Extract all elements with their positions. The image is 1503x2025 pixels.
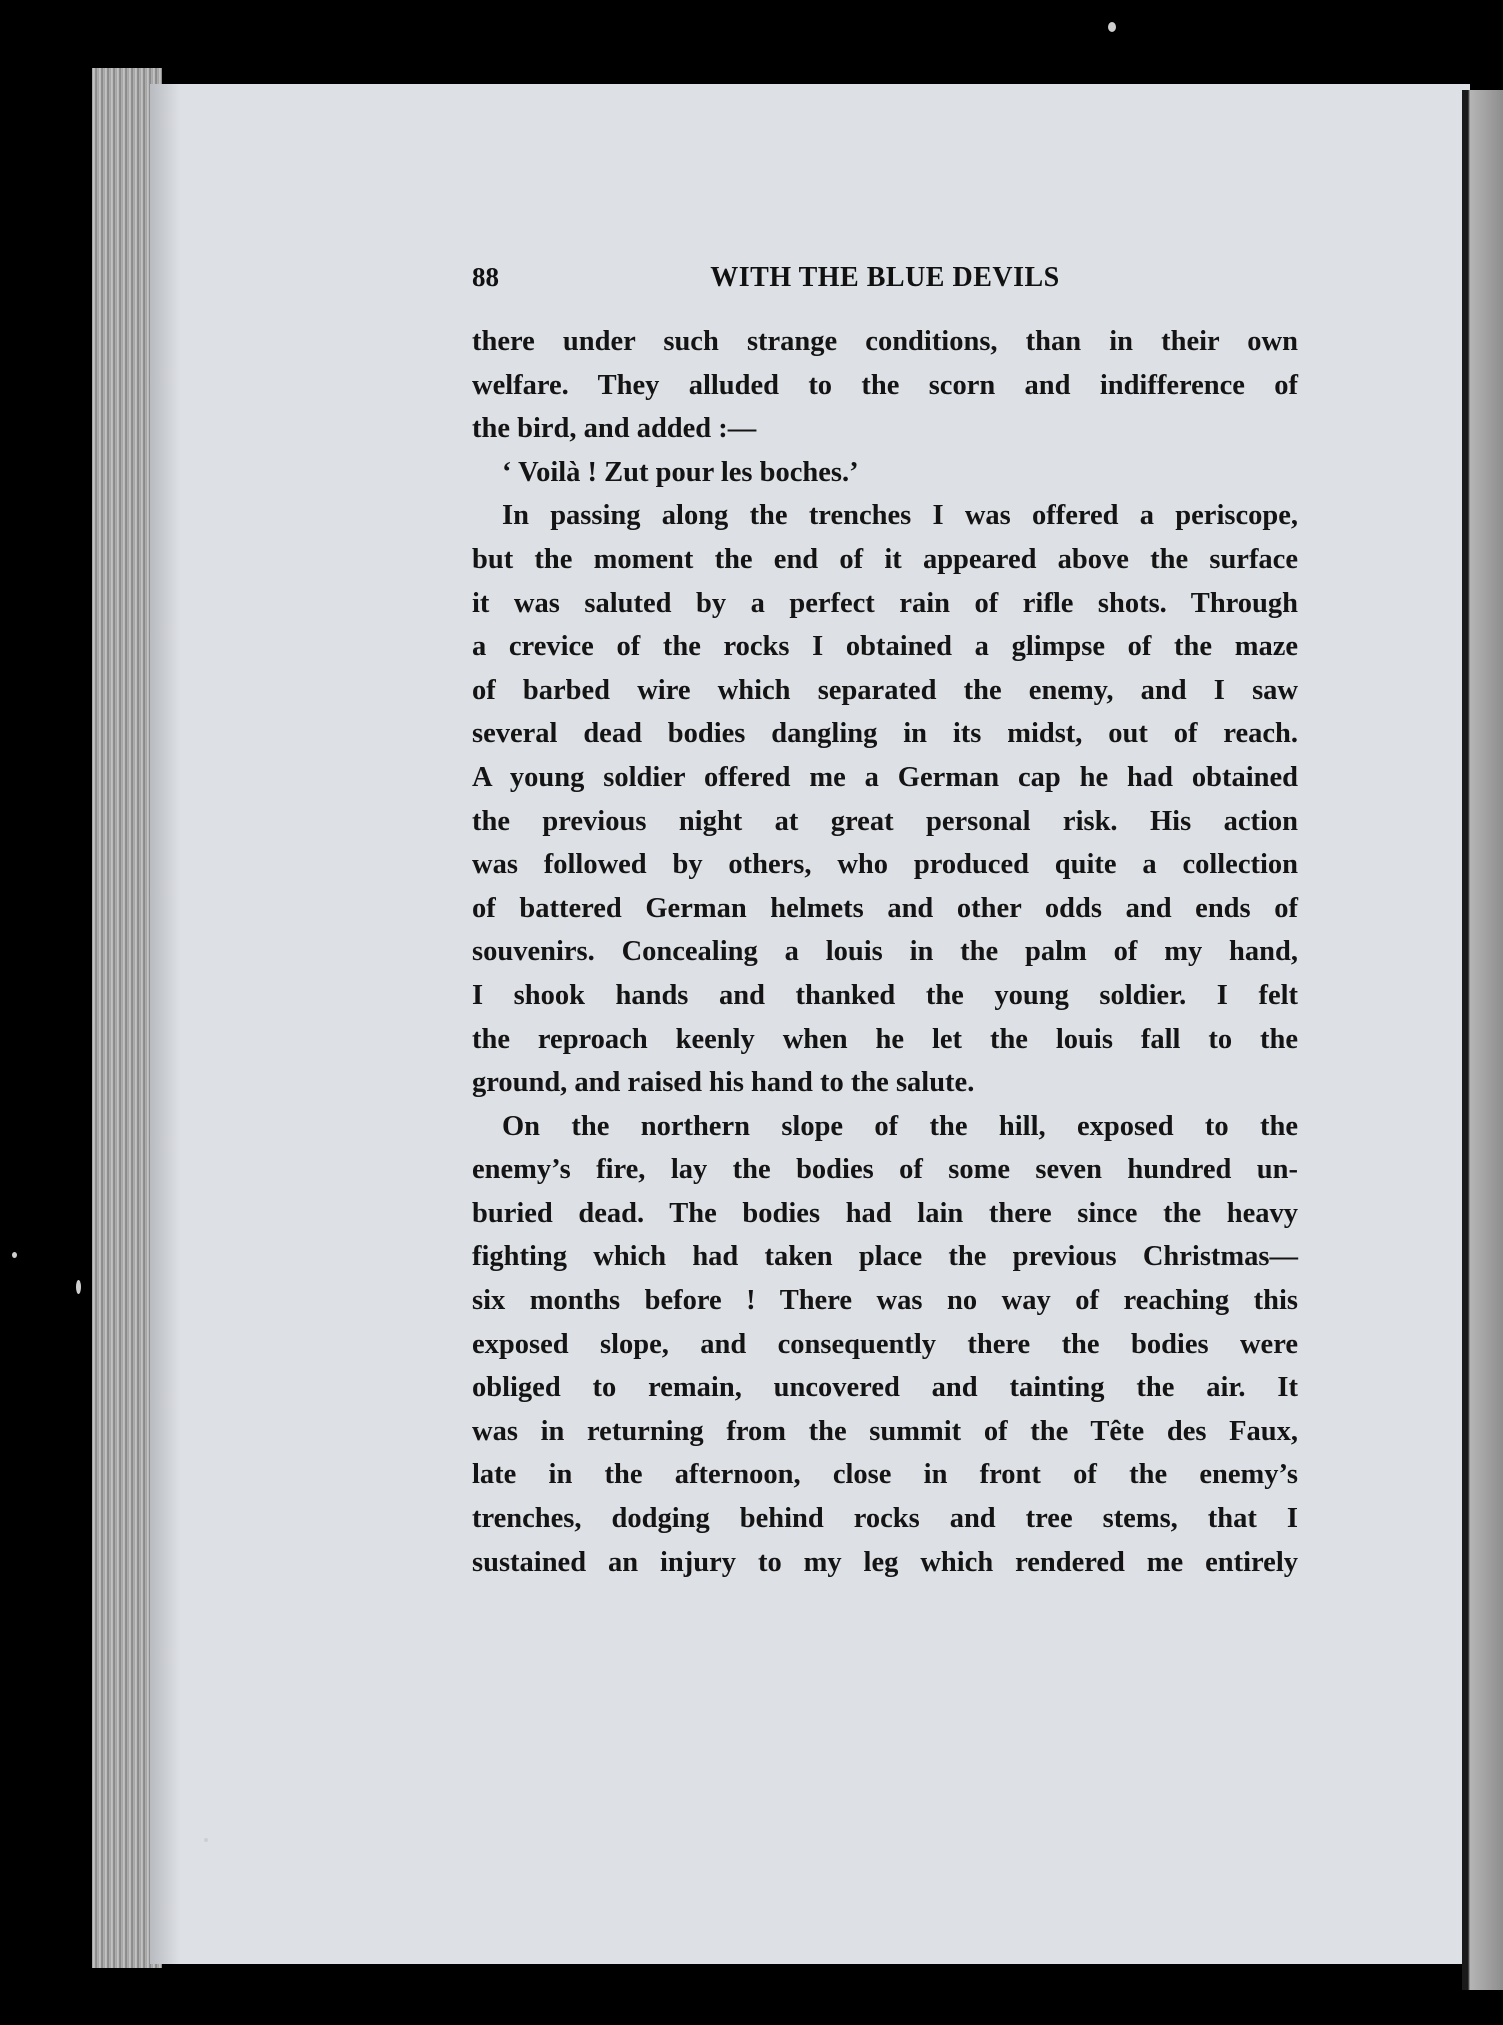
dust-speck bbox=[204, 1838, 208, 1842]
running-title: WITH THE BLUE DEVILS bbox=[710, 262, 1060, 293]
text-line: six months before ! There was no way of reaching this bbox=[472, 1285, 1298, 1317]
dust-speck bbox=[76, 1280, 81, 1294]
text-line: the reproach keenly when he let the louis fall to the bbox=[472, 1023, 1298, 1055]
text-line: A young soldier offered me a German cap he had obtained bbox=[472, 761, 1298, 793]
text-line: ground, and raised his hand to the salute. bbox=[472, 1067, 975, 1099]
text-line: of barbed wire which separated the enemy, and I saw bbox=[472, 674, 1298, 706]
text-line: fighting which had taken place the previous Christmas— bbox=[472, 1241, 1298, 1273]
text-line: sustained an injury to my leg which rendered me entirely bbox=[472, 1546, 1298, 1578]
text-line: late in the afternoon, close in front of the enemy’s bbox=[472, 1459, 1298, 1491]
text-line: was in returning from the summit of the Tête des Faux, bbox=[472, 1415, 1298, 1447]
text-line: but the moment the end of it appeared above the surface bbox=[472, 543, 1298, 575]
text-line: On the northern slope of the hill, exposed to the bbox=[502, 1110, 1298, 1142]
page-header bbox=[472, 262, 1298, 302]
gutter-shadow bbox=[150, 84, 180, 1964]
dust-speck bbox=[1108, 22, 1116, 32]
text-line: there under such strange conditions, than in their own bbox=[472, 326, 1298, 357]
facing-page-edge bbox=[1462, 90, 1503, 1990]
text-line: welfare. They alluded to the scorn and indifference of bbox=[472, 369, 1298, 401]
text-line: it was saluted by a perfect rain of rifle shots. Through bbox=[472, 587, 1298, 619]
body-text bbox=[472, 320, 1298, 1584]
text-line: I shook hands and thanked the young soldier. I felt bbox=[472, 979, 1298, 1011]
text-line: enemy’s fire, lay the bodies of some seven hundred un- bbox=[472, 1154, 1298, 1186]
text-line: obliged to remain, uncovered and tainting the air. It bbox=[472, 1372, 1298, 1404]
text-line: of battered German helmets and other odds and ends of bbox=[472, 892, 1298, 924]
text-line: the bird, and added :— bbox=[472, 413, 757, 445]
text-line: In passing along the trenches I was offered a periscope, bbox=[502, 500, 1298, 532]
text-line: ‘ Voilà ! Zut pour les boches.’ bbox=[502, 456, 859, 488]
text-line: a crevice of the rocks I obtained a glimpse of the maze bbox=[472, 631, 1298, 663]
text-line: several dead bodies dangling in its midst, out of reach. bbox=[472, 718, 1298, 750]
text-line: trenches, dodging behind rocks and tree stems, that I bbox=[472, 1503, 1298, 1535]
page-number: 88 bbox=[472, 262, 499, 292]
text-line: exposed slope, and consequently there the bodies were bbox=[472, 1328, 1298, 1360]
text-line: souvenirs. Concealing a louis in the palm of my hand, bbox=[472, 936, 1298, 968]
text-line: the previous night at great personal risk. His action bbox=[472, 805, 1298, 837]
text-line: was followed by others, who produced quite a collection bbox=[472, 849, 1298, 881]
text-line: buried dead. The bodies had lain there since the heavy bbox=[472, 1197, 1298, 1229]
dust-speck bbox=[12, 1252, 17, 1258]
